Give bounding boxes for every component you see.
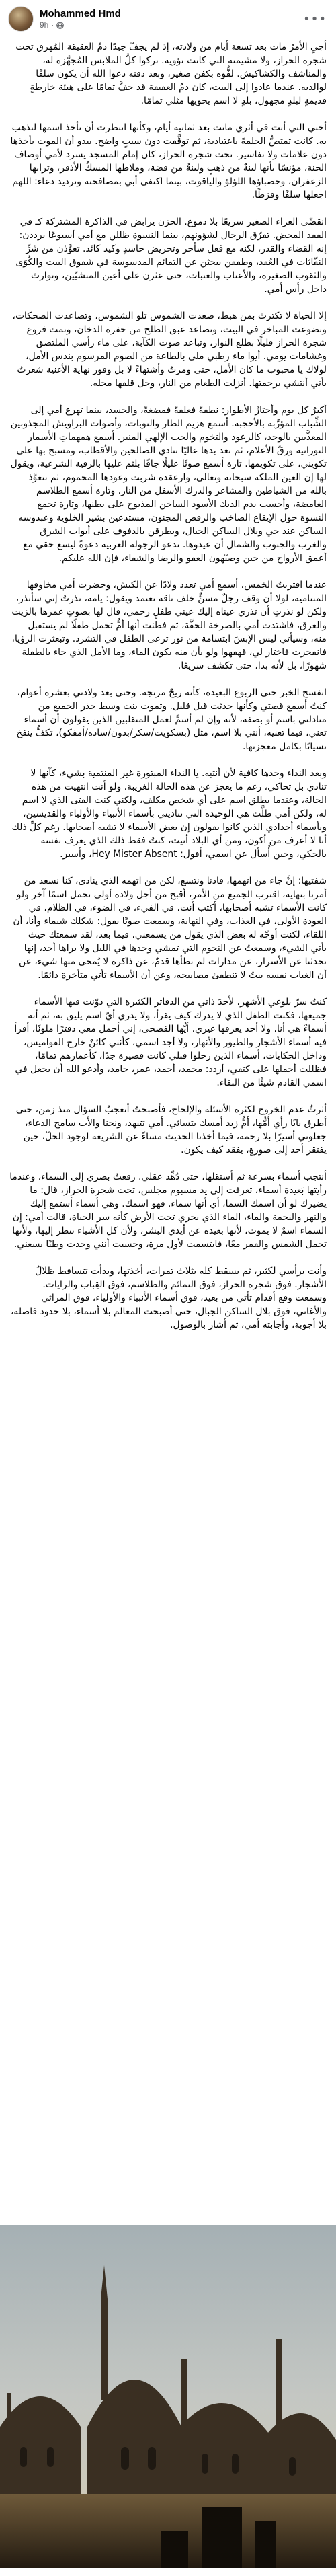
post-paragraph: أجيِ الأمرُ مات بعد تسعة أيام من ولادته، إذ لم يجفّ جيدًا دمُ العقيقة المُهرق تحت شجرة الحراز، ولا مشيمته التي كانت تؤويه. تركوا كلَّ الملابس المُجهَّزة له، والمناشف والكشاكيش. لفُّوه بكفن صغير، وبعد دفنه دعوا الله أن يكون سلفًا لوالديه. عندما عادوا إلى البيت، كان دمُ العقيقة قد جفَّ تمامًا على هيئة خارطةٍ قديمةٍ لبلدٍ مجهول، بلدٍ لا اسم يحويها مثلي تمامًا.: [15, 42, 327, 106]
post-body: [0, 38, 336, 2225]
post-paragraph: أكبرُ كل يوم وأجتازُ الأطوار: نطفةً فعلقةً فمضغةً، والجسد، بينما تهرع أمي إلى الشِّباب المؤرَّبة بالأحجبة. أسمع هزيم الطار والنوبات، وأصوات البراويش المجذوبين المعذَّبين بالوجد، كالرعود والتخوم والحب الإلهي المنير. أسمع همهماتِ الأسمار النورانية ورقّ الأعلام، ثم نعد بدها عاليًا تنادي الصالحين والأقطاب، ومسبح بها على تكويني، على تكويمها. تارة أسمع صوتًا عليلًا جافًا بلثم عليها بالرقية الشرعية، ويقول لها إن العين الملكة سبحانه وتعالى، وارعقدة شربت وعودها المحموم، ثم تتعوَّذ بالله من الشياطين والمشاعر والدرك الأسفل من النار، وتارة أسمع الطلاسم الغامضة، وأحسب بدم الديك الأسود الساخن المذبوح على بطنها، وتارة تجمع النسوة حول الإيقاع الصاخب والرقص المجنون، مستدعين بشير الخلوية وعبدوسه الساكن عند حي وبلال الساكن الجبال، ويطرقن بالدفوف على أبواب الشرق والغرب والجنوب والشمال أن عيدوها. تدعو الرجولة العربية دعوةً ليسع حقي مع أعمق الأرواح من حين وصيّهون العفو والرضا والشفاء، فإن الله عليكم.: [10, 405, 327, 564]
more-options-icon[interactable]: •••: [303, 12, 327, 26]
post-paragraph: انقضّى العزاء الصغير سريعًا بلا دموع. الحزن يرابض في الذاكرة المشتركة كـ في الفقد المحض. تفرّق الرجال لشؤونهم، بينما النسوة ظللن مع أمي أسبوعًا يرددن: إنه القضاء والقدر، لكنه مع فعل سأحر وتحريض حاسدٍ وكيد كائد. تعوَّذن من شرِّ النفّاثات في العُقد، وطفقن يبحثن عن التمائم المدسوسة في شقوق البيت والكُوَى والثقوب الصغيرة، والأعتاب والعتبات، حتى عثرن على أعين المتشيّين، وتوارث داخل رأس أمي.: [15, 217, 327, 295]
globe-icon: [56, 22, 64, 29]
post-time-row: [40, 20, 121, 30]
post-paragraph: وأنت برأسي لكثير، ثم يسقط كله بثلاث تمرات، أخذتها، وبدأت تتساقط ظلالُ الأشجار. فوق شجرة الحراز، فوق التمائم والطلاسم، فوق القِباب والرايات. وسمعت وقع أقدام تأتي من بعيد، فوق أسماء الأنبياء والأولياء، فوق المراثي والأغاني، فوق بلال الساكن الجبال، حتى أصبحت المعالم بلا أسماء، بلا حدود فاصلة، بلا أجوبة، وأجابته أمي، ثم أشار بالوصول.: [10, 1266, 327, 1330]
post-photo[interactable]: [0, 2225, 336, 2568]
post-paragraph: كنتُ سرّ بلوغي الأشهر، لأجدَ ذاتي من الدفاتر الكثيرة التي دوّنت فيها الأسماء جميعها، فكنت الطفل الذي لا يدرك كيف يقرأ، ولا يدري أيّ اسم يليق به، ثم أنه أسماءٌ هي أنا، ولا أحد يعرفها غيري. أيُّها الفصحى، إني أحمل معي دفترًا ملونًا، أقرأ فيه أسماء الأشجار والطيور والأنهار، ولا أجد اسمي، كأنني كائنٌ خارج القواميس، وداخل الحكايات، أسماء الذين رحلوا قبلي كانت قصيرة جدًا، كأعمارهم تمامًا، فظللت أحملها على كتفي، أردد: محمد، أحمد، عمر، حامد، وأدعو الله أن يجعل في اسمي القادم شيئًا من البقاء.: [14, 997, 327, 1088]
separator-dot: ·: [51, 20, 54, 30]
post-paragraph: أختي التي أتت في أثري ماتت بعد ثمانية أيام، وكأنها انتظرت أن تأخذ اسمها لتذهب به. كانت تمتصُّ الحلمةَ باعتيادية، ثم توقَّفت دون سببٍ واضح. يبدو أن الموت يأخذها دون علامات ولا تفاسير. تحت شجرة الحراز، كان إمام المسجد يسرد لأمي أوصاف الجنة، مؤنسًا بأنها لبنةٌ من ذهبٍ ولبنةٌ من فضة، وملاطها المسكُ الأذفر، وترابها الزعفران، وحصباؤها اللؤلؤ والياقوت، بينما اكتفى أبي بمصافحته وترديد دعاء: اللهم اجعلها سلفًا وفرَطًا.: [10, 122, 327, 200]
post-paragraph: انفسح الخبر حتى الربوع البعيدة، كأنه ريحٌ مرتجة. وحتى بعد ولادتي بعشرة أعوام، كنتُ أسمع قصتي وكأنها حدثت قبل قليل. وتموت بنت وسط حذر الجميع من منادلتي باسم أو بصفة، لأنه وإن لم أسمَّ لعمل المتقلبين الذين يقولون أن أسماء تعني، فيما تعنيه، أنني بلا اسم، مثل (بسكويت/سكر/بدون/ساده/أمفكو)، تكفُّ ينفخ نسيانًا بكامل معجزتها.: [16, 687, 327, 752]
post-header: [0, 0, 336, 38]
author-name[interactable]: Mohammed Hmd: [40, 7, 121, 20]
post-paragraph: شفتيها: إنَّ جاء من اتهمها، قادنا ونتسع، لكن من اتهمه الذي ينادى، كنا نسعد من أمرنا بنهاية، اقترب الجميع من الأمر، أقبح من أجل ولادة أولى تحمل اسمًا آخر ولو كانت الأسماء تشبه أصحابها، أكتب أنت، في الفيء، في الضوء، في الظلام، في العودة الأولى، في العذاب، وفي النهاية، وسمعت صوتًا يقول: شكلك شيماء وأنا، أن اللقاء، لكنت أوجّه له بعض الذي يقول من يسمعني، فيما بعد، لقد سمعتك حيث يأتي الشيء، وسمعتُ عن النجوم التي تمشي وحدها في الليل ولا يراها أحد، إنها تحدثنا عن الأسرار، عن مدارات لم تطأها قدمٌ، عن ذاكرة لا يُمحى منها شيء، عن أن الغياب نفسه بيتٌ لا تنطفئ مصابيحه، وعن أن الأسماء تأتي متأخرة دائمًا.: [13, 876, 327, 981]
mosque-photo-illustration: [0, 2225, 336, 2568]
post-meta: [40, 8, 121, 30]
post-paragraph: أنتجب أسماء بسرعة ثم أستقلها، حتى دُهِّد عقلي. رفعتُ بصري إلى السماء، وعندما رأيتها بَعيدة أسماء، تعرفت إلى يد مسبوم مجلس، تحت شجرة الحراز، قال: ما يضيرك لو أن اسمك السما، أي أنها سماء. فهو اسمك. وهي أسماء أستمع إليك والنهر والنجمة والماء، الماء الذي يجري تحت الأرض كأنه سر الحياة، قالت أمي: إن السماء اسمٌ لا يموت، لأنها بعيدة عن أيدي البشر، ولأن كل الأشياء تنظر إليها، ولأنها تحمل الشمس والقمر معًا، فابتسمت لأول مرة، وحسبت أنني وجدت وطنًا يسعني.: [9, 1172, 327, 1250]
post-time[interactable]: 9h: [40, 20, 49, 30]
post-paragraph: أثرثُ عدم الخروج لكثرة الأسئلة والإلحاح، فأصبحتُ أتعجبُ السؤال منذ زمن، حتى أطرق بابًا رأي أمُّها، أمُّ زيد أمسك بتسائي. أمي تتنهد، ونحنا والأب سامح الدعاء، جعلوني أسيرًا بلا رحمة، فيما أخذنا الحديث مساءً عن الشريعة لوجود الحلّ، حين يفتقر أحد إلى صورةٍ، يفقد كيف يكون.: [15, 1104, 327, 1156]
post-paragraph: عندما اقتربتُ الخمس، أسمع أمي تعدد ولادًا عن الكيش، وحضرت أمي مخاوفها المتنامية، لولا أن وقف رجلٌ مسنٌّ خلف ناقة نعتمد ويقول: يامه، نذرتُ إني سأنذر، ولكن لو نذرتِ أن تذري عيناه إليك عيني طفلٍ رحمي، قال لها بصوتٍ غمرها بالزيت والعرق، فاشتدت أمي بالصرخة الحقَّة، ثم فطنت أنها أمُّ تحمل طفلًا لم يستقبل منه، وسيأتي ليس الإبسَ ابتسامة من نور ترعى الطفل في التشرد. وتبعثرت الرؤيا، فانفجرت فاختار لي، قهقهوا ولو بأن منه يكون الماء، وما الأمل الذي جاء بالطفلة شهورًا، بل لأنه بدا، حتى تكشف سريعًا.: [11, 580, 327, 671]
post-paragraph: وبعد النداء وحدها كافية لأن أنتبه. يا النداء المبتورة غير المنتمية بشيء، كآنها لا تنادي بل تحاكي، رغم ما يعجز عن هذه الحالة الغريبة. ولو أنت انتهيت من هذه الحالة، وعندما يطلق اسم على أي شخص مكلف، ولكني كنت الفتى الذي لا اسم له، ولكن أمي ظلَّت هي الوحيدة التي تناديني بأسماء الأنبياء والأولياء والقديسين، وبأسماء أجدادي الذين كانوا يقولون إن بعض الأسماء لا تشبه أصحابها. رغم كلِّ ذلك أنا لا أعرف من أكون، ومن أي البلاد أتيت، كنتُ فقط ذلك الذي يعرف نفسه بالحكي، وحين أُسأل عن اسمي، أقول: Hey Mister Absent، وأسير.: [11, 768, 327, 860]
post-paragraph: إلا الحياة لا تكترث بمن هبط، صعدت الشموس تلو الشموس، وتصاعدت الصحكات، وتضوعت المباخر في البيت، وتصاعد عبق الطلح من حفرة الدخان، ونمت فروع شجرة الحراز قليلًا بطلع النوار، وتباعد صوت الكآبة، على ماء رأسي الملتصق وغشامات يومي. أيوا ماء رطبي ملى بالطاعة من الصوم المرسوم بندس الأمل، لولاك يا محبوب ما كان الأمل، حتى ومرتُ وأشتهاءً لا بل وفور نهاية الأغنية شعرتُ بأني أنتشي برحمتها. أنزلت الطعام من النار، وحل قلقها محله.: [12, 311, 327, 389]
avatar[interactable]: [8, 6, 34, 32]
